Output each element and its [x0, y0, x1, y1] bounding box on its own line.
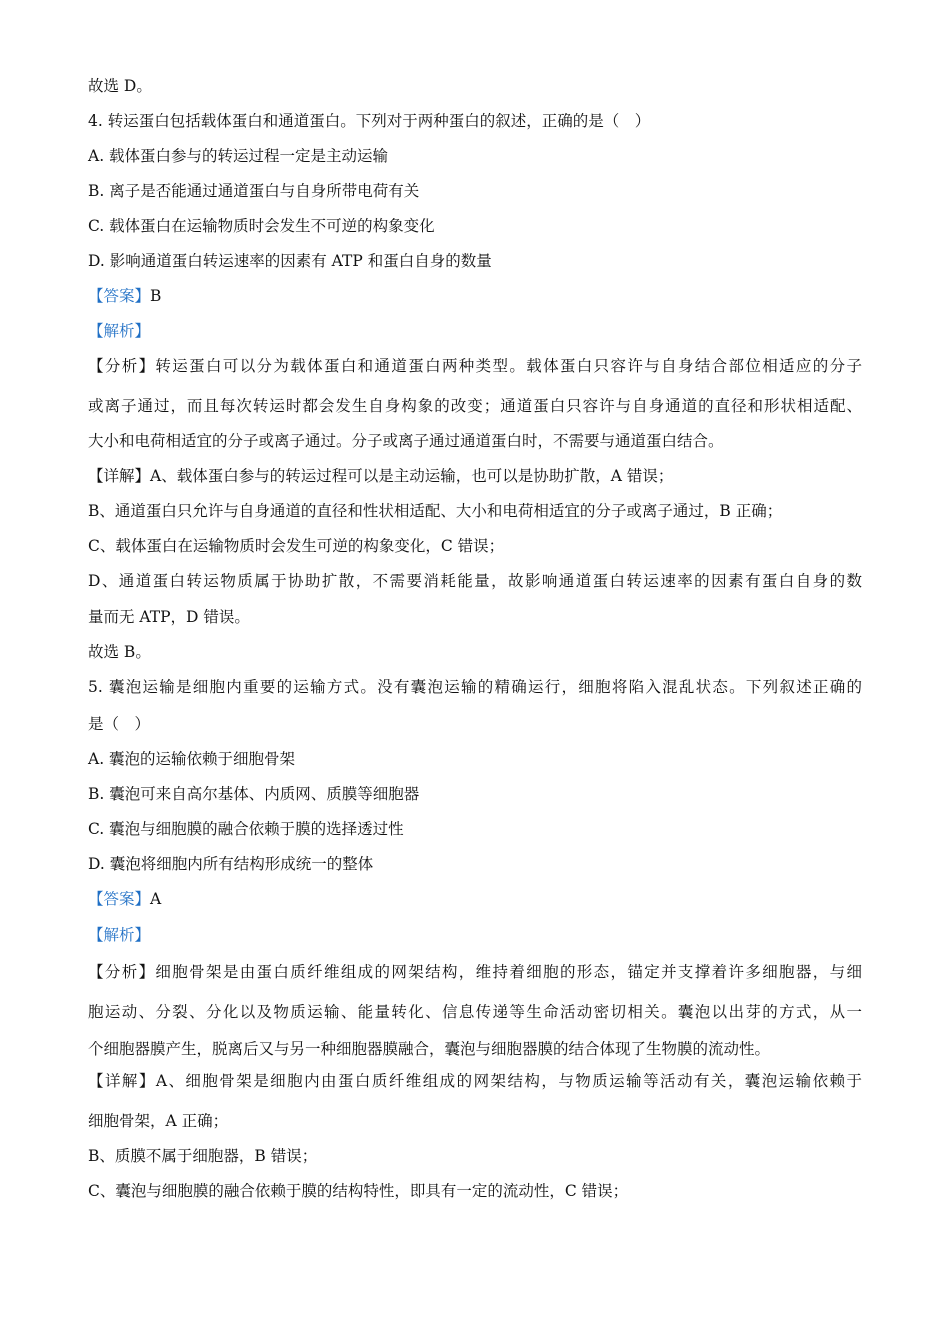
analysis-label: 【解析】 — [88, 322, 151, 340]
answer-line — [88, 889, 161, 909]
analysis-paragraph — [88, 356, 862, 376]
fenxi-label: 【分析】 — [88, 357, 156, 375]
text-line: 细胞骨架，A 正确； — [88, 1112, 229, 1130]
text-line: 故选 B。 — [88, 643, 151, 661]
text-line: 胞运动、分裂、分化以及物质运输、能量转化、信息传递等生命活动密切相关。囊泡以出芽的方式，从一 — [88, 1003, 862, 1021]
text-line: 个细胞器膜产生，脱离后又与另一种细胞器膜融合，囊泡与细胞器膜的结合体现了生物膜的流动性。 — [88, 1040, 771, 1058]
text-line: D、通道蛋白转运物质属于协助扩散，不需要消耗能量，故影响通道蛋白转运速率的因素有蛋白自身的数 — [88, 572, 862, 590]
answer-value: B — [150, 287, 162, 305]
xiangjie-label: 【详解】 — [88, 467, 151, 485]
analysis-paragraph — [88, 962, 862, 982]
detail-text: A、细胞骨架是细胞内由蛋白质纤维组成的网架结构，与物质运输等活动有关，囊泡运输依赖于 — [155, 1072, 862, 1090]
detail-text: A、载体蛋白参与的转运过程可以是主动运输，也可以是协助扩散，A 错误； — [150, 467, 674, 485]
question-4-stem: 4. 转运蛋白包括载体蛋白和通道蛋白。下列对于两种蛋白的叙述，正确的是（ ） — [88, 112, 651, 130]
detail-paragraph — [88, 466, 673, 486]
text-line: 是（ ） — [88, 715, 151, 733]
answer-label: 【答案】 — [88, 890, 151, 908]
analysis-heading — [88, 925, 150, 945]
option-d: D. 影响通道蛋白转运速率的因素有 ATP 和蛋白自身的数量 — [88, 252, 492, 270]
analysis-text: 转运蛋白可以分为载体蛋白和通道蛋白两种类型。载体蛋白只容许与自身结合部位相适应的分子 — [155, 357, 862, 375]
answer-label: 【答案】 — [88, 287, 151, 305]
text-line: B、通道蛋白只允许与自身通道的直径和性状相适配、大小和电荷相适宜的分子或离子通过，B 正确； — [88, 502, 783, 520]
option-a: A. 囊泡的运输依赖于细胞骨架 — [88, 750, 296, 768]
text-line: C、囊泡与细胞膜的融合依赖于膜的结构特性，即具有一定的流动性，C 错误； — [88, 1182, 629, 1200]
text-line: 大小和电荷相适宜的分子或离子通过。分子或离子通过通道蛋白时，不需要与通道蛋白结合。 — [88, 432, 724, 450]
option-c: C. 囊泡与细胞膜的融合依赖于膜的选择透过性 — [88, 820, 404, 838]
analysis-text: 细胞骨架是由蛋白质纤维组成的网架结构，维持着细胞的形态，锚定并支撑着许多细胞器，与细 — [155, 963, 862, 981]
text-line: 或离子通过，而且每次转运时都会发生自身构象的改变；通道蛋白只容许与自身通道的直径和形状相适配、 — [88, 397, 862, 415]
text-line: 故选 D。 — [88, 77, 152, 95]
detail-paragraph — [88, 1071, 862, 1091]
fenxi-label: 【分析】 — [88, 963, 156, 981]
option-c: C. 载体蛋白在运输物质时会发生不可逆的构象变化 — [88, 217, 435, 235]
option-b: B. 离子是否能通过通道蛋白与自身所带电荷有关 — [88, 182, 420, 200]
text-line: C、载体蛋白在运输物质时会发生可逆的构象变化，C 错误； — [88, 537, 505, 555]
question-5-stem: 5. 囊泡运输是细胞内重要的运输方式。没有囊泡运输的精确运行，细胞将陷入混乱状态。下列叙述正确的 — [88, 678, 862, 696]
option-a: A. 载体蛋白参与的转运过程一定是主动运输 — [88, 147, 389, 165]
option-b: B. 囊泡可来自高尔基体、内质网、质膜等细胞器 — [88, 785, 420, 803]
option-d: D. 囊泡将细胞内所有结构形成统一的整体 — [88, 855, 374, 873]
analysis-label: 【解析】 — [88, 926, 151, 944]
text-line: 量而无 ATP，D 错误。 — [88, 608, 250, 626]
analysis-heading — [88, 321, 150, 341]
answer-line — [88, 286, 161, 306]
text-line: B、质膜不属于细胞器，B 错误； — [88, 1147, 318, 1165]
answer-value: A — [150, 890, 162, 908]
xiangjie-label: 【详解】 — [88, 1072, 156, 1090]
